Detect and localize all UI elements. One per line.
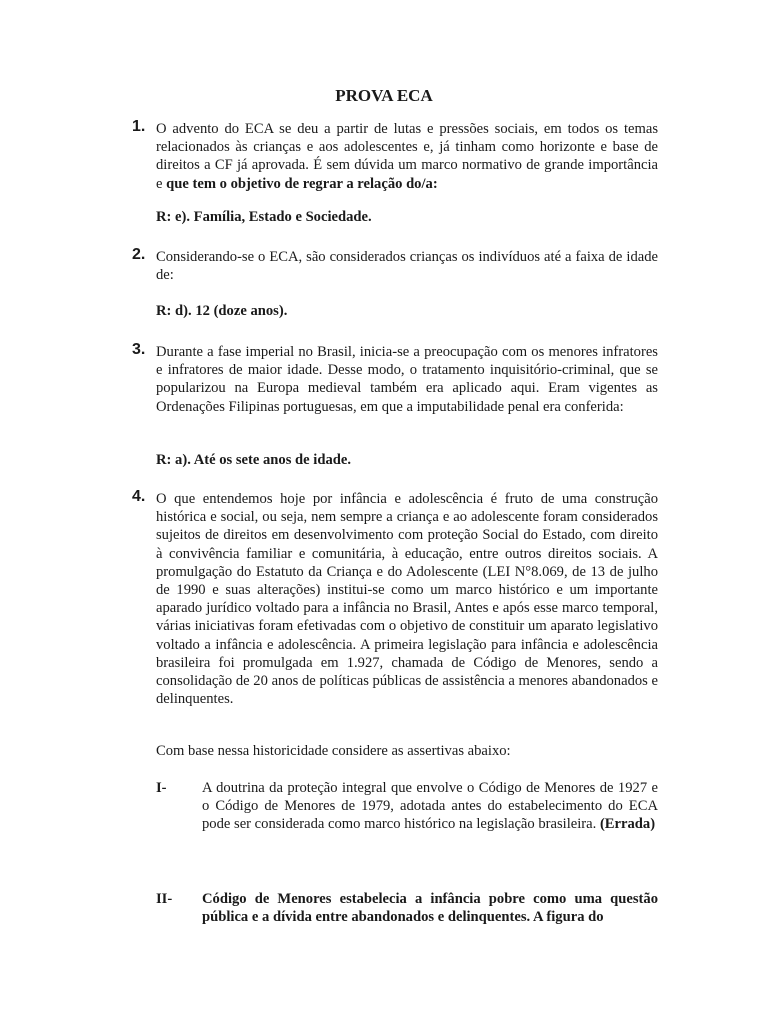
question-number: 2. <box>132 246 146 263</box>
question-text-plain: O advento do ECA se deu a partir de lutas e pressões sociais, em todos os temas relacionados às crianças e aos adolescentes e, já tinham como horizonte e base de direitos a CF já aprovada. É sem dúvida um marco normativo de grande importância e <box>156 121 658 192</box>
answer-2: R: d). 12 (doze anos). <box>156 303 288 319</box>
assertion-item-2 <box>156 890 658 926</box>
answer-1: R: e). Família, Estado e Sociedade. <box>156 209 372 225</box>
question-4-followup: Com base nessa historicidade considere as assertivas abaixo: <box>156 743 511 759</box>
assertion-item-1 <box>156 779 658 834</box>
question-3 <box>132 343 658 416</box>
question-number: 1. <box>132 118 146 135</box>
assertion-numeral: I- <box>156 780 167 796</box>
assertion-text-plain: A doutrina da proteção integral que envolve o Código de Menores de 1927 e o Código de Menores de 1979, adotada antes do estabelecimento do ECA pode ser considerada como marco histórico na legislação brasileira. <box>202 780 658 833</box>
assertion-text <box>202 779 658 834</box>
question-text: O que entendemos hoje por infância e adolescência é fruto de uma construção histórica e social, ou seja, nem sempre a criança e ao adolescente foram considerados sujeitos de direitos em desenvolvimento com proteção Social do Estado, com direito à convivência familiar e comunitária, à educação, entre outros direitos sociais. A promulgação do Estatuto da Criança e do Adolescente (LEI N°8.069, de 13 de julho de 1990 e suas alterações) institui-se como um marco histórico e um importante aparado jurídico voltado para a infância no Brasil, Antes e após esse marco temporal, várias iniciativas foram efetivadas com o objetivo de constituir um aparato legislativo voltado a infância e adolescência. A primeira legislação para infância e adolescência brasileira foi promulgada em 1.927, chamada de Código de Menores, sendo a consolidação de 20 anos de políticas públicas de assistência a menores abandonados e delinquentes. <box>156 491 658 708</box>
question-text: Durante a fase imperial no Brasil, inicia-se a preocupação com os menores infratores e infratores de maior idade. Desse modo, o tratamento inquisitório-criminal, que se popularizou na Europa medieval também era aplicado aqui. Eram vigentes as Ordenações Filipinas portuguesas, em que a imputabilidade penal era conferida: <box>156 344 658 415</box>
question-text-bold: que tem o objetivo de regrar a relação do/a: <box>166 175 438 192</box>
question-2 <box>132 248 658 284</box>
question-text: Considerando-se o ECA, são considerados crianças os indivíduos até a faixa de idade de: <box>156 249 658 284</box>
question-text <box>156 120 658 193</box>
question-1 <box>132 120 658 193</box>
answer-3: R: a). Até os sete anos de idade. <box>156 452 351 468</box>
question-4 <box>132 490 658 708</box>
assertion-numeral: II- <box>156 891 173 907</box>
question-number: 4. <box>132 488 146 505</box>
document-title: PROVA ECA <box>335 86 433 105</box>
assertion-verdict: (Errada) <box>599 816 656 833</box>
question-number: 3. <box>132 341 146 358</box>
assertion-text: Código de Menores estabelecia a infância pobre como uma questão pública e a dívida entre abandonados e delinquentes. A figura do <box>202 891 658 926</box>
